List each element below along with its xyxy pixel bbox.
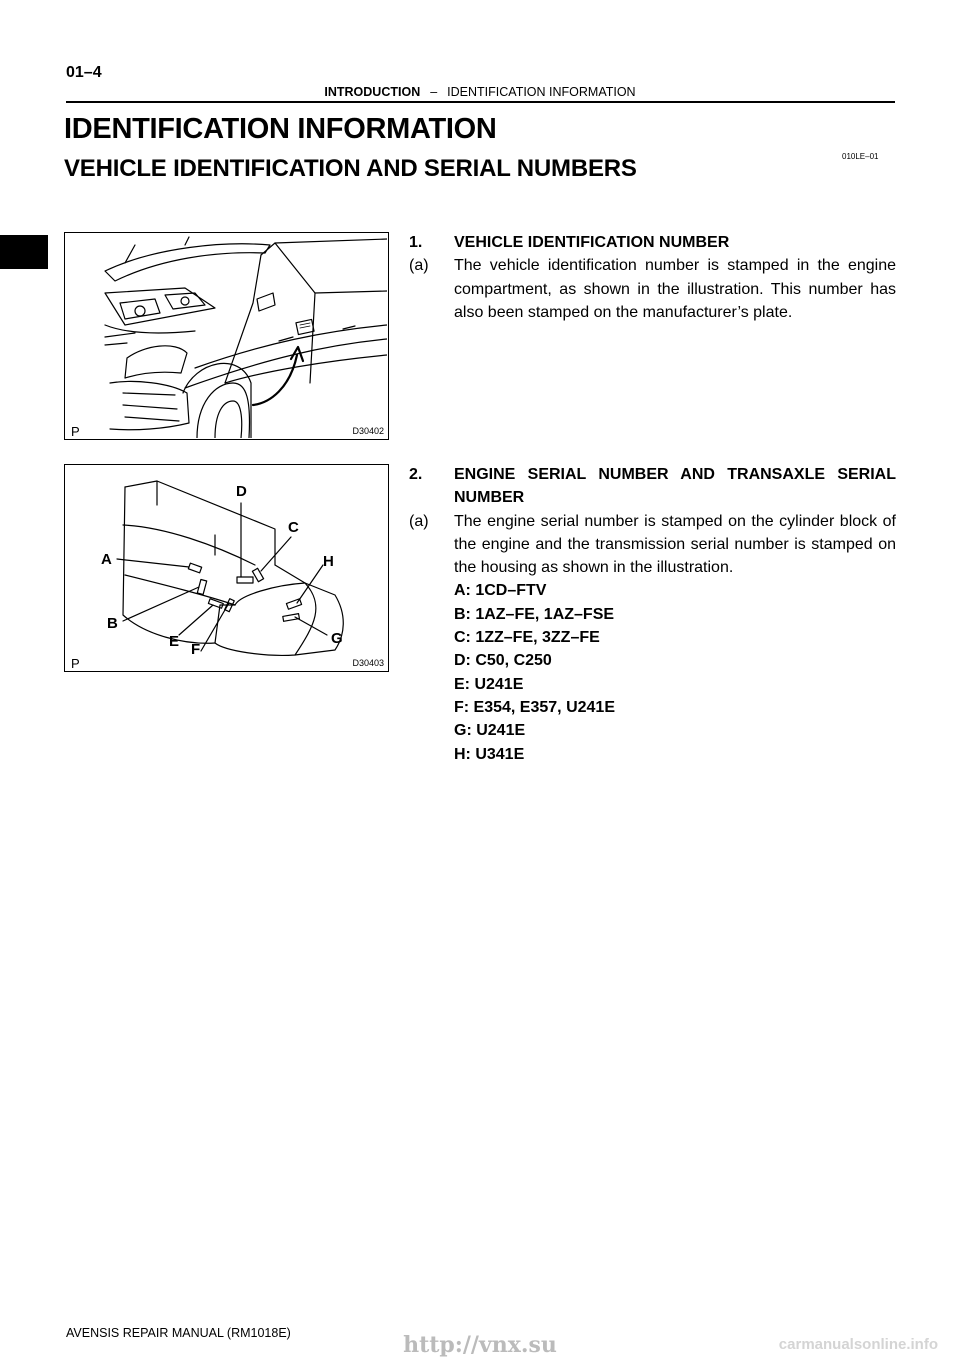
callout-e: E bbox=[169, 633, 180, 650]
list-item: D: C50, C250 bbox=[454, 652, 552, 670]
page-title: IDENTIFICATION INFORMATION bbox=[64, 113, 497, 145]
list-item: C: 1ZZ–FE, 3ZZ–FE bbox=[454, 629, 600, 647]
list-item: B: 1AZ–FE, 1AZ–FSE bbox=[454, 605, 615, 623]
figure-code: D30403 bbox=[352, 658, 384, 668]
engine-illustration bbox=[64, 464, 389, 672]
callout-g: G bbox=[331, 630, 343, 647]
list-item: F: E354, E357, U241E bbox=[454, 698, 615, 716]
list-item: E: U241E bbox=[454, 675, 524, 693]
vehicle-illustration bbox=[64, 232, 389, 440]
section-serial-numbers bbox=[409, 463, 896, 766]
callout-d: D bbox=[236, 483, 247, 500]
item-label: (a) bbox=[409, 512, 429, 530]
header-dash: – bbox=[430, 85, 438, 99]
list-item: A: 1CD–FTV bbox=[454, 582, 547, 600]
callout-c: C bbox=[288, 519, 299, 536]
section-heading: ENGINE SERIAL NUMBER AND TRANSAXLE SERIAL NUMBER bbox=[454, 466, 896, 507]
reference-code: 010LE–01 bbox=[842, 152, 879, 161]
section-vin bbox=[409, 231, 896, 324]
section-number: 2. bbox=[409, 466, 423, 483]
page-subtitle: VEHICLE IDENTIFICATION AND SERIAL NUMBERS bbox=[64, 155, 637, 182]
section-tab-marker bbox=[0, 235, 48, 269]
callout-h: H bbox=[323, 553, 334, 570]
serial-number-list bbox=[454, 579, 896, 765]
section-number: 1. bbox=[409, 234, 423, 251]
figure-marker: P bbox=[71, 656, 80, 671]
figure-code: D30402 bbox=[352, 426, 384, 436]
header-subsection: IDENTIFICATION INFORMATION bbox=[447, 85, 636, 99]
callout-a: A bbox=[101, 551, 112, 568]
section-heading: VEHICLE IDENTIFICATION NUMBER bbox=[454, 234, 730, 251]
watermark-site: carmanualsonline.info bbox=[778, 1336, 938, 1353]
list-item: H: U341E bbox=[454, 745, 525, 763]
item-label: (a) bbox=[409, 257, 429, 275]
header-section: INTRODUCTION bbox=[324, 85, 421, 99]
callout-b: B bbox=[107, 615, 118, 632]
callout-f: F bbox=[191, 641, 201, 658]
figure-marker: P bbox=[71, 424, 80, 439]
page-number: 01–4 bbox=[66, 64, 102, 81]
running-header bbox=[0, 85, 960, 99]
list-item: G: U241E bbox=[454, 722, 526, 740]
header-rule bbox=[66, 101, 895, 103]
watermark-link[interactable]: http://vnx.su bbox=[403, 1332, 557, 1358]
item-text: The vehicle identification number is stamped in the engine compartment, as shown in the illustration. This number has also been stamped on the manufacturer’s plate. bbox=[454, 257, 896, 321]
item-text: The engine serial number is stamped on the cylinder block of the engine and the transmission serial number is stamped on the housing as shown in the illustration. bbox=[454, 512, 896, 577]
vehicle-drawing bbox=[65, 233, 387, 438]
footer: AVENSIS REPAIR MANUAL (RM1018E) bbox=[66, 1326, 291, 1340]
